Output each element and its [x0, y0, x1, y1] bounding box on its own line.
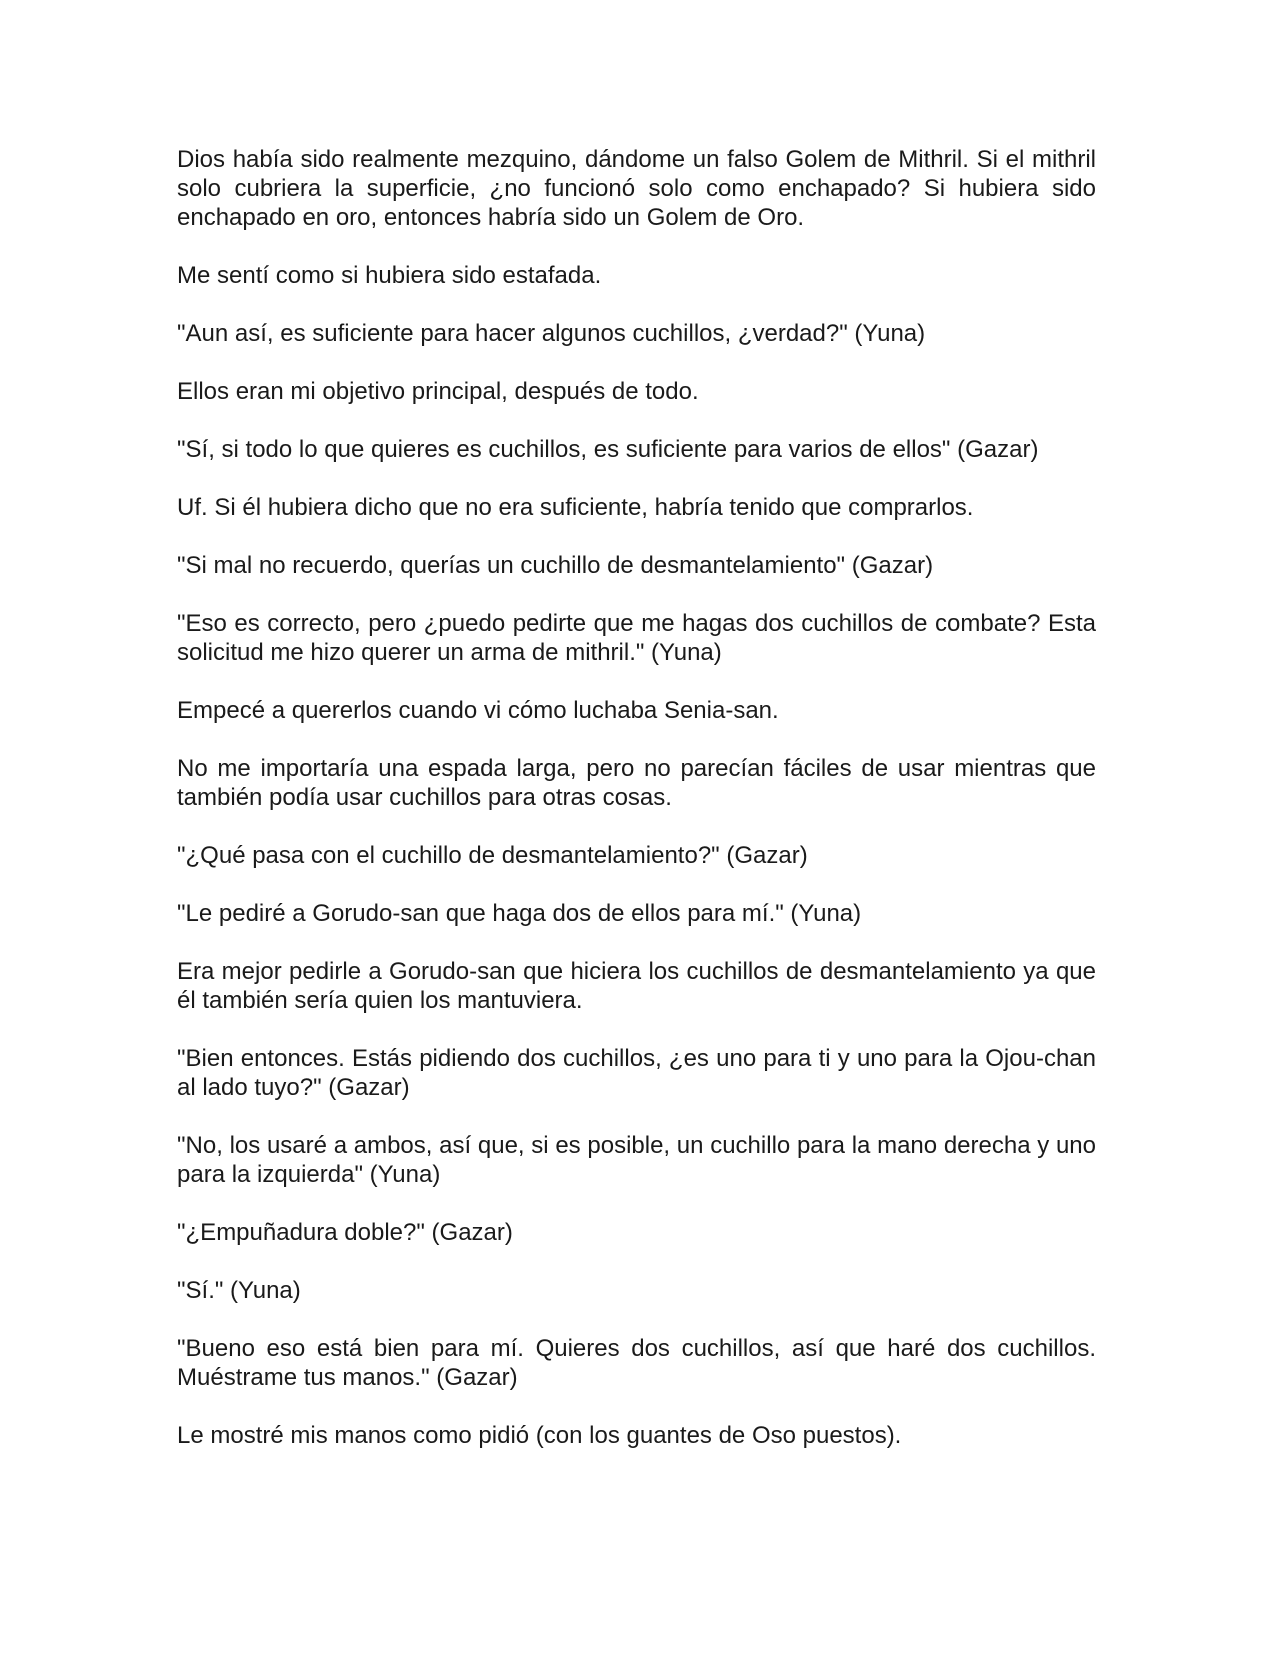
paragraph: Empecé a quererlos cuando vi cómo luchaba Senia-san.	[177, 697, 779, 724]
paragraph: "Bien entonces. Estás pidiendo dos cuchillos, ¿es uno para ti y uno para la Ojou-chan al lado tuyo?" (Gazar)	[177, 1045, 1096, 1101]
paragraph: "Sí, si todo lo que quieres es cuchillos, es suficiente para varios de ellos" (Gazar)	[177, 436, 1039, 463]
paragraph: "¿Qué pasa con el cuchillo de desmantelamiento?" (Gazar)	[177, 842, 808, 869]
paragraph: No me importaría una espada larga, pero no parecían fáciles de usar mientras que también podía usar cuchillos para otras cosas.	[177, 755, 1096, 811]
paragraph: Dios había sido realmente mezquino, dándome un falso Golem de Mithril. Si el mithril solo cubriera la superficie, ¿no funcionó solo como enchapado? Si hubiera sido enchapado en oro, entonces habría sido un Golem de Oro.	[177, 146, 1096, 231]
paragraph: "Si mal no recuerdo, querías un cuchillo de desmantelamiento" (Gazar)	[177, 552, 934, 579]
paragraph: "No, los usaré a ambos, así que, si es posible, un cuchillo para la mano derecha y uno para la izquierda" (Yuna)	[177, 1132, 1096, 1188]
paragraph: "Aun así, es suficiente para hacer algunos cuchillos, ¿verdad?" (Yuna)	[177, 320, 926, 347]
paragraph: Uf. Si él hubiera dicho que no era suficiente, habría tenido que comprarlos.	[177, 494, 974, 521]
paragraph: Era mejor pedirle a Gorudo-san que hiciera los cuchillos de desmantelamiento ya que él también sería quien los mantuviera.	[177, 958, 1096, 1014]
paragraph: "Eso es correcto, pero ¿puedo pedirte que me hagas dos cuchillos de combate? Esta solicitud me hizo querer un arma de mithril." (Yuna)	[177, 610, 1096, 666]
paragraph: "¿Empuñadura doble?" (Gazar)	[177, 1219, 513, 1246]
paragraph: "Sí." (Yuna)	[177, 1277, 301, 1304]
paragraph: Ellos eran mi objetivo principal, después de todo.	[177, 378, 699, 405]
paragraph: "Le pediré a Gorudo-san que haga dos de ellos para mí." (Yuna)	[177, 900, 862, 927]
document-body	[177, 145, 1096, 1450]
paragraph: Me sentí como si hubiera sido estafada.	[177, 262, 602, 289]
paragraph: Le mostré mis manos como pidió (con los guantes de Oso puestos).	[177, 1422, 902, 1449]
paragraph: "Bueno eso está bien para mí. Quieres dos cuchillos, así que haré dos cuchillos. Muéstrame tus manos." (Gazar)	[177, 1335, 1096, 1391]
